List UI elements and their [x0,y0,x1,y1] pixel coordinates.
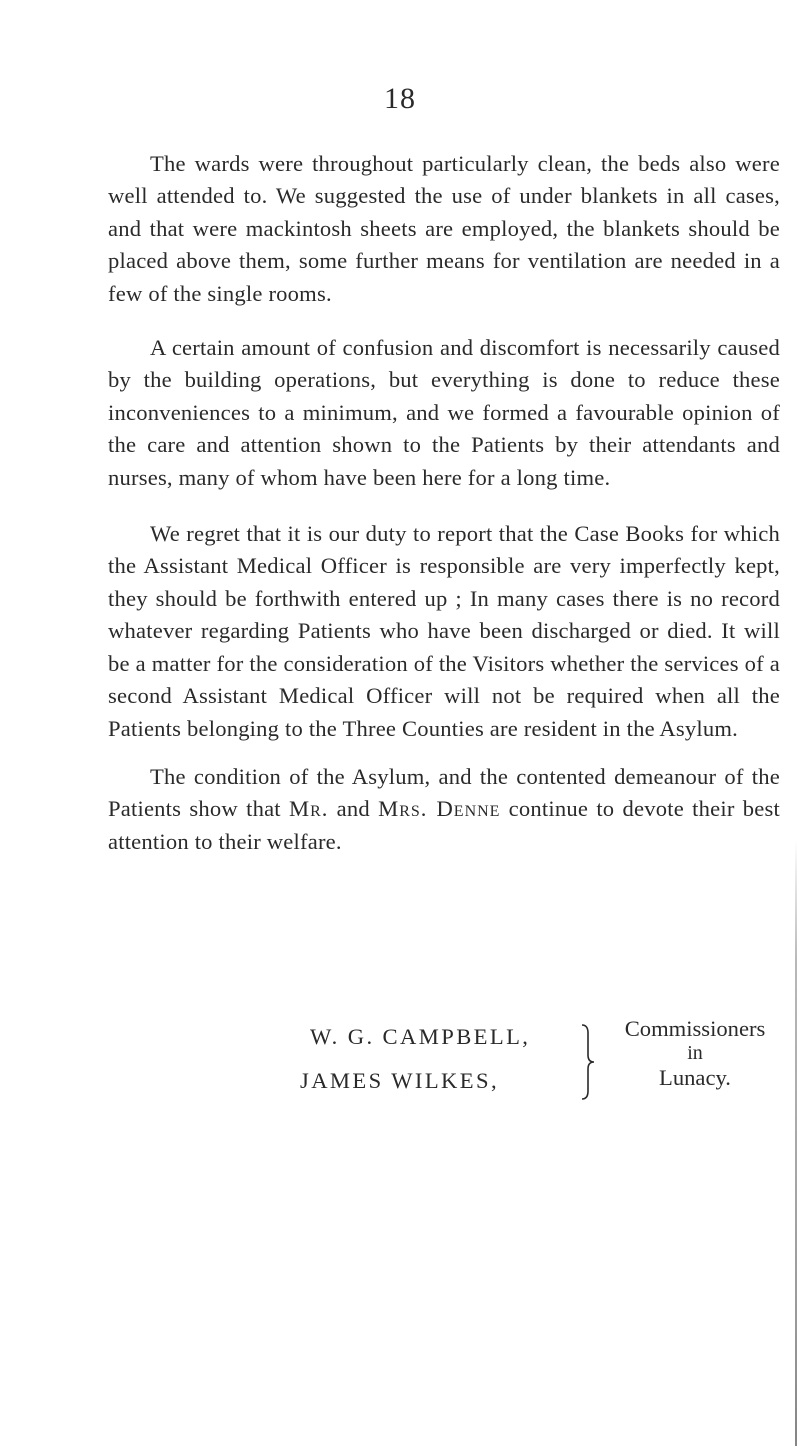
signature-block [0,1015,800,1105]
right-brace-icon [580,1023,596,1101]
paragraph-condition [108,761,780,858]
paragraph-condition-part-2: continue to devote their best attention to their welfare. [108,796,781,854]
body-text [108,148,780,858]
signatory-wilkes: JAMES WILKES, [300,1068,499,1093]
signatory-names [300,1015,530,1103]
signatory-campbell: W. G. CAMPBELL, [310,1024,531,1049]
title-line-in: in [687,1042,703,1064]
paragraph-condition-part-1: The condition of the Asylum, and the contented demeanour of the Patients show that [108,763,780,822]
name-mrs-denne: Mrs. Denne [378,796,501,822]
page-number: 18 [384,82,416,115]
paragraph-wards: The wards were throughout particularly clean, the beds also were well attended to. We suggested the use of under blankets in all cases, and that were mackintosh sheets are employed, the blankets should be placed above them, some further means for ventilation are needed in a few of the single rooms. [108,151,780,306]
conjunction-and: and [328,796,379,822]
title-line-commissioners: Commissioners [624,1016,766,1041]
paragraph-building-operations: A certain amount of confusion and discomfort is necessarily caused by the building operations, but everything is done to reduce these inconveniences to a minimum, and we formed a favourable opinion of the care and attention shown to the Patients by their attendants and nurses, many of whom have been here for a long time. [108,335,780,490]
name-mr: Mr. [289,796,329,822]
paragraph-case-books: We regret that it is our duty to report that the Case Books for which the Assistant Medical Officer is responsible are very imperfectly kept, they should be forthwith entered up ; In many cases there is no record whatever regarding Patients who have been discharged or died. It will be a matter for the consideration of the Visitors whether the services of a second Assistant Medical Officer will not be required when all the Patients belonging to the Three Counties are resident in the Asylum. [108,521,780,741]
page-edge-shadow [795,840,797,1446]
title-line-lunacy: Lunacy. [659,1065,731,1090]
commissioners-title [605,1015,785,1091]
